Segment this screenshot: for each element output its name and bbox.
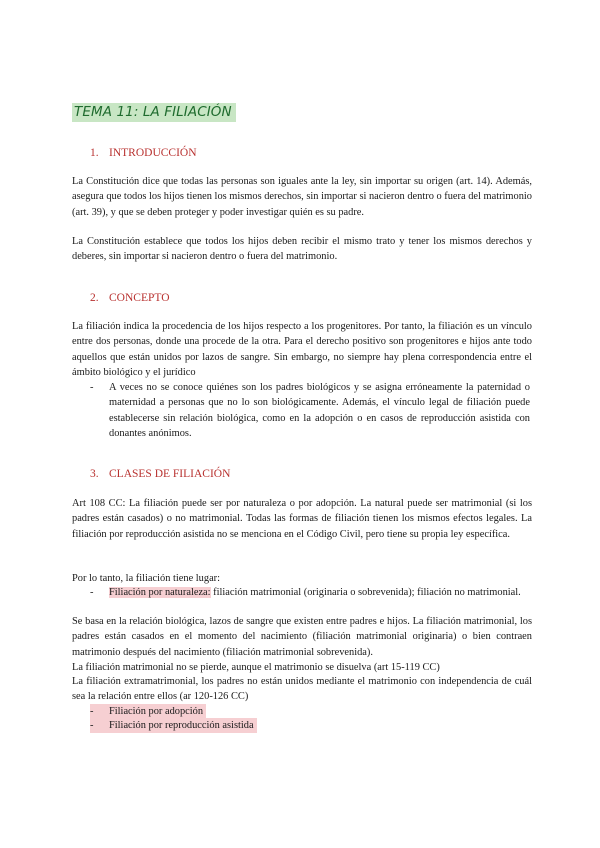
paragraph: Art 108 CC: La filiación puede ser por naturaleza o por adopción. La natural puede ser matrimonial (si los padres están casados) o no matrimonial. Todas las formas de filiación tienen los mismos efectos legales. La filiación por reproducción asistida no se menciona en el Código Civil, pero tiene su propia ley específica. [72,498,532,540]
section-heading-clases [90,468,230,480]
section-title: INTRODUCCIÓN [109,147,197,159]
section-heading-introduccion [90,147,197,159]
paragraph: Se basa en la relación biológica, lazos de sangre que existen entre padres e hijos. La filiación matrimonial, los padres están casados en el momento del nacimiento (filiación matrimonial originaria) o bien contraen matrimonio después del nacimiento (filiación matrimonial sobrevenida). [72,616,532,658]
section-title: CLASES DE FILIACIÓN [109,468,231,480]
highlighted-term: Filiación por naturaleza: [109,587,211,598]
list-dash: - [90,382,94,393]
page-title: TEMA 11: LA FILIACIÓN [72,103,236,122]
section-title: CONCEPTO [109,292,170,304]
list-item-text: Filiación por adopción [109,704,206,719]
list-item [90,585,530,600]
paragraph: La Constitución dice que todas las personas son iguales ante la ley, sin importar su origen (art. 14). Además, asegura que todos los hijos tienen los mismos derechos, sin importar si nacieron dentro o fuera del matrimonio (art. 39), y que se deben proteger y poder investigar quién es su padre. [72,176,532,218]
list-item-text [109,585,530,600]
list-item [90,718,257,733]
list-item [90,380,530,442]
list-dash: - [90,704,109,719]
section-number: 2. [90,292,99,304]
paragraph: La filiación matrimonial no se pierde, aunque el matrimonio se disuelva (art 15-119 CC) [72,662,440,673]
section-heading-concepto [90,292,170,304]
section-number: 3. [90,468,99,480]
list-dash: - [90,718,109,733]
paragraph: Por lo tanto, la filiación tiene lugar: [72,573,221,584]
paragraph: La Constitución establece que todos los hijos deben recibir el mismo trato y tener los mismos derechos y deberes, sin importar si nacieron dentro o fuera del matrimonio. [72,236,532,263]
paragraph: La filiación indica la procedencia de los hijos respecto a los progenitores. Por tanto, la filiación es un vínculo entre dos personas, donde una procede de la otra. Para el derecho positivo son progenitores e hijos ante todo aquellos que están unidos por lazos de sangre. Sin embargo, no siempre hay plena correspondencia entre el ámbito biológico y el jurídico [72,321,532,379]
list-item-text: Filiación por reproducción asistida [109,718,257,733]
list-item-text: A veces no se conoce quiénes son los padres biológicos y se asigna erróneamente la paternidad o maternidad a personas que no lo son biológicamente. Además, el vínculo legal de filiación puede establecerse sin relación biológica, como en la adopción o en casos de reproducción asistida con donantes anónimos. [109,382,530,440]
list-dash: - [90,587,94,598]
list-item-rest: filiación matrimonial (originaria o sobrevenida); filiación no matrimonial. [210,587,521,598]
section-number: 1. [90,147,99,159]
paragraph: La filiación extramatrimonial, los padres no están unidos mediante el matrimonio con independencia de cuál sea la relación entre ellos (ar 120-126 CC) [72,676,532,703]
